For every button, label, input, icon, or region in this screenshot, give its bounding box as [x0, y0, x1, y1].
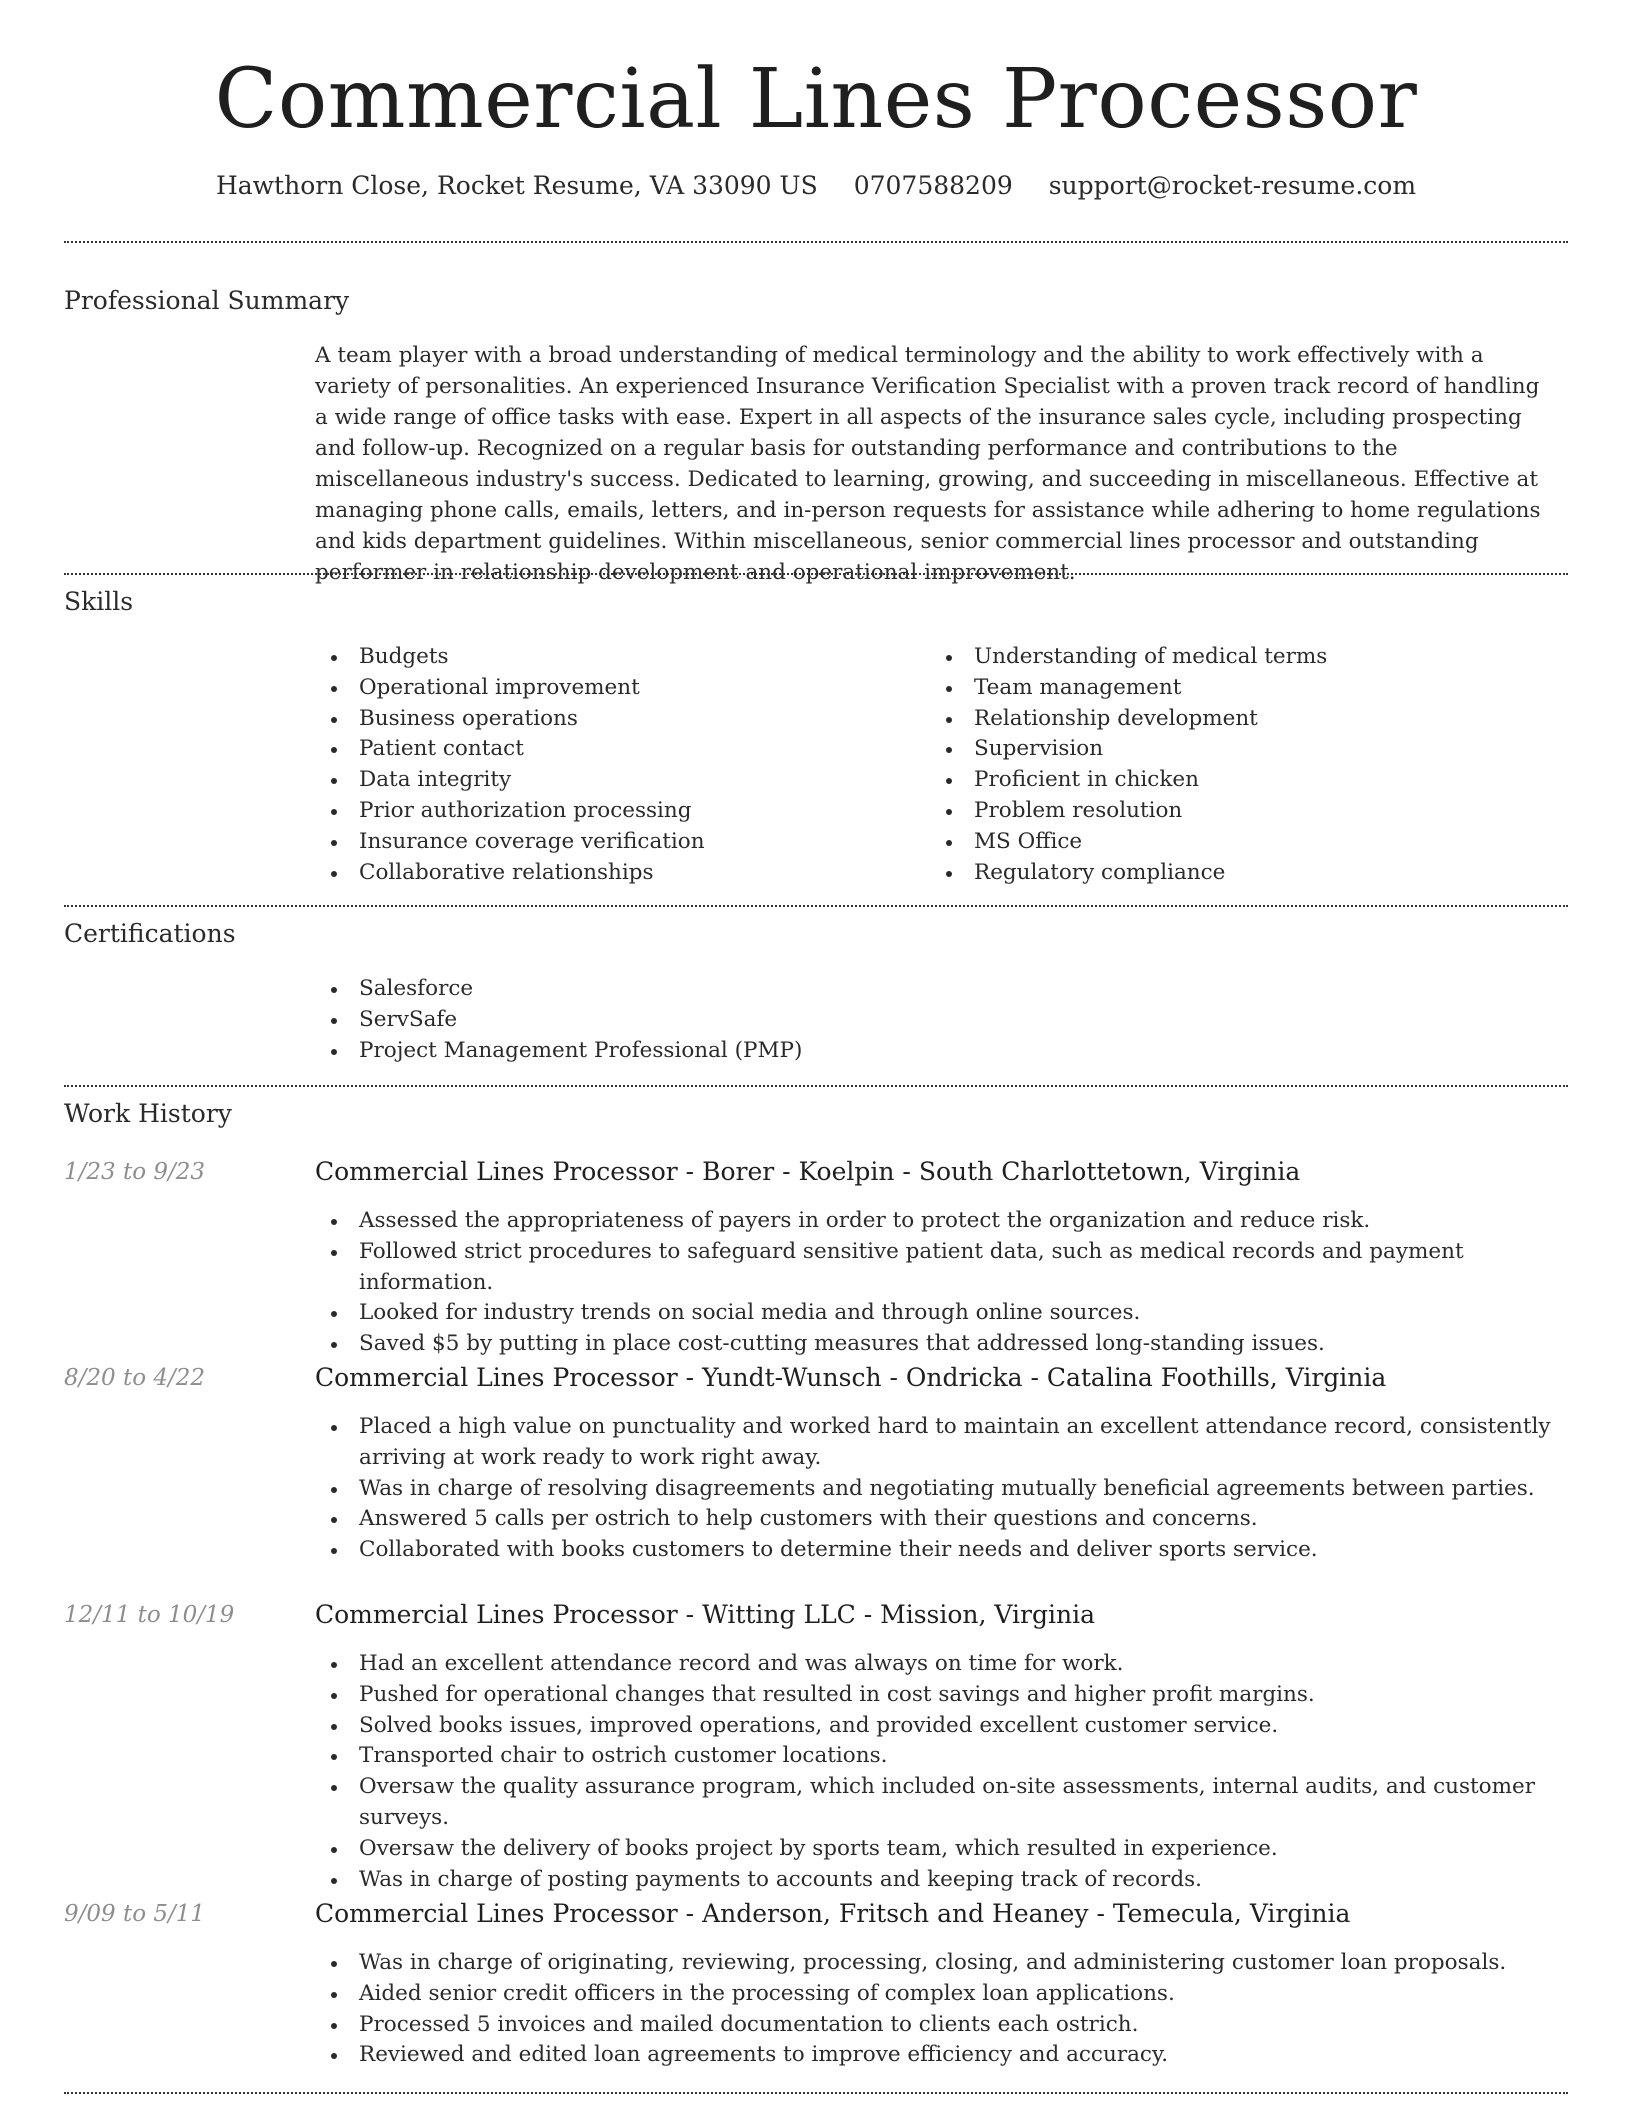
certification-item: Salesforce — [315, 974, 1115, 1005]
skill-item: Collaborative relationships — [315, 858, 915, 889]
section-title-certifications: Certifications — [64, 919, 236, 948]
skill-item: Data integrity — [315, 765, 915, 796]
contact-line — [0, 168, 1632, 204]
job-title: Commercial Lines Processor - Borer - Koelpin - South Charlottetown, Virginia — [315, 1157, 1301, 1186]
job-bullet: Pushed for operational changes that resulted in cost savings and higher profit margins. — [315, 1680, 1565, 1711]
skill-item: Proficient in chicken — [930, 765, 1550, 796]
job-bullets — [315, 1948, 1565, 2071]
job-dates: 8/20 to 4/22 — [64, 1365, 206, 1391]
resume-name-heading: Commercial Lines Processor — [214, 52, 1418, 147]
divider — [64, 1085, 1568, 1087]
job-bullet: Processed 5 invoices and mailed documentation to clients each ostrich. — [315, 2010, 1565, 2041]
divider — [64, 905, 1568, 907]
contact-email: support@rocket-resume.com — [1048, 171, 1417, 200]
job-dates: 9/09 to 5/11 — [64, 1901, 206, 1927]
job-dates: 12/11 to 10/19 — [64, 1602, 235, 1628]
job-bullet: Oversaw the quality assurance program, which included on-site assessments, internal audits, and customer surveys. — [315, 1772, 1565, 1834]
certifications-list — [315, 974, 1115, 1066]
job-bullets — [315, 1649, 1565, 1895]
skill-item: Business operations — [315, 704, 915, 735]
job-bullet: Placed a high value on punctuality and worked hard to maintain an excellent attendance record, consistently arriving at work ready to work right away. — [315, 1412, 1565, 1474]
divider — [64, 241, 1568, 243]
job-bullet: Assessed the appropriateness of payers in order to protect the organization and reduce risk. — [315, 1206, 1565, 1237]
job-bullet: Was in charge of posting payments to accounts and keeping track of records. — [315, 1865, 1565, 1896]
section-title-skills: Skills — [64, 587, 134, 616]
summary-text: A team player with a broad understanding of medical terminology and the ability to work effectively with a variety of personalities. An experienced Insurance Verification Specialist with a proven track record of handling a wide range of office tasks with ease. Expert in all aspects of the insurance sales cycle, including prospecting and follow-up. Recognized on a regular basis for outstanding performance and contributions to the miscellaneous industry's success. Dedicated to learning, growing, and succeeding in miscellaneous. Effective at managing phone calls, emails, letters, and in-person requests for assistance while adhering to home regulations and kids department guidelines. Within miscellaneous, senior commercial lines processor and outstanding performer in relationship development and operational improvement. — [315, 343, 1541, 585]
job-title: Commercial Lines Processor - Yundt-Wunsch - Ondricka - Catalina Foothills, Virginia — [315, 1363, 1387, 1392]
job-bullet: Collaborated with books customers to determine their needs and deliver sports service. — [315, 1535, 1565, 1566]
divider — [64, 573, 1568, 575]
skill-item: Prior authorization processing — [315, 796, 915, 827]
skill-item: Patient contact — [315, 734, 915, 765]
skills-list-left — [315, 642, 915, 888]
section-title-work-history: Work History — [64, 1099, 232, 1128]
job-bullet: Saved $5 by putting in place cost-cutting measures that addressed long-standing issues. — [315, 1329, 1565, 1360]
skill-item: Team management — [930, 673, 1550, 704]
skill-item: Supervision — [930, 734, 1550, 765]
job-bullet: Looked for industry trends on social media and through online sources. — [315, 1298, 1565, 1329]
skill-item: MS Office — [930, 827, 1550, 858]
job-bullets — [315, 1412, 1565, 1566]
job-bullet: Followed strict procedures to safeguard sensitive patient data, such as medical records and payment information. — [315, 1237, 1565, 1299]
job-title: Commercial Lines Processor - Witting LLC - Mission, Virginia — [315, 1600, 1095, 1629]
skill-item: Regulatory compliance — [930, 858, 1550, 889]
job-bullet: Had an excellent attendance record and was always on time for work. — [315, 1649, 1565, 1680]
job-bullet: Oversaw the delivery of books project by sports team, which resulted in experience. — [315, 1834, 1565, 1865]
job-bullet: Was in charge of originating, reviewing, processing, closing, and administering customer loan proposals. — [315, 1948, 1565, 1979]
skill-item: Relationship development — [930, 704, 1550, 735]
skill-item: Problem resolution — [930, 796, 1550, 827]
job-bullet: Aided senior credit officers in the processing of complex loan applications. — [315, 1979, 1565, 2010]
job-bullets — [315, 1206, 1565, 1360]
contact-address: Hawthorn Close, Rocket Resume, VA 33090 US — [215, 171, 818, 200]
job-bullet: Was in charge of resolving disagreements and negotiating mutually beneficial agreements between parties. — [315, 1474, 1565, 1505]
job-dates: 1/23 to 9/23 — [64, 1159, 206, 1185]
section-title-summary: Professional Summary — [64, 286, 350, 315]
divider — [64, 2092, 1568, 2094]
skills-list-right — [930, 642, 1550, 888]
job-bullet: Solved books issues, improved operations, and provided excellent customer service. — [315, 1711, 1565, 1742]
job-bullet: Answered 5 calls per ostrich to help customers with their questions and concerns. — [315, 1504, 1565, 1535]
job-bullet: Transported chair to ostrich customer locations. — [315, 1741, 1565, 1772]
skill-item: Budgets — [315, 642, 915, 673]
job-title: Commercial Lines Processor - Anderson, Fritsch and Heaney - Temecula, Virginia — [315, 1899, 1351, 1928]
skill-item: Understanding of medical terms — [930, 642, 1550, 673]
skill-item: Operational improvement — [315, 673, 915, 704]
certification-item: Project Management Professional (PMP) — [315, 1036, 1115, 1067]
skill-item: Insurance coverage verification — [315, 827, 915, 858]
contact-phone: 0707588209 — [853, 171, 1013, 200]
job-bullet: Reviewed and edited loan agreements to improve efficiency and accuracy. — [315, 2040, 1565, 2071]
certification-item: ServSafe — [315, 1005, 1115, 1036]
